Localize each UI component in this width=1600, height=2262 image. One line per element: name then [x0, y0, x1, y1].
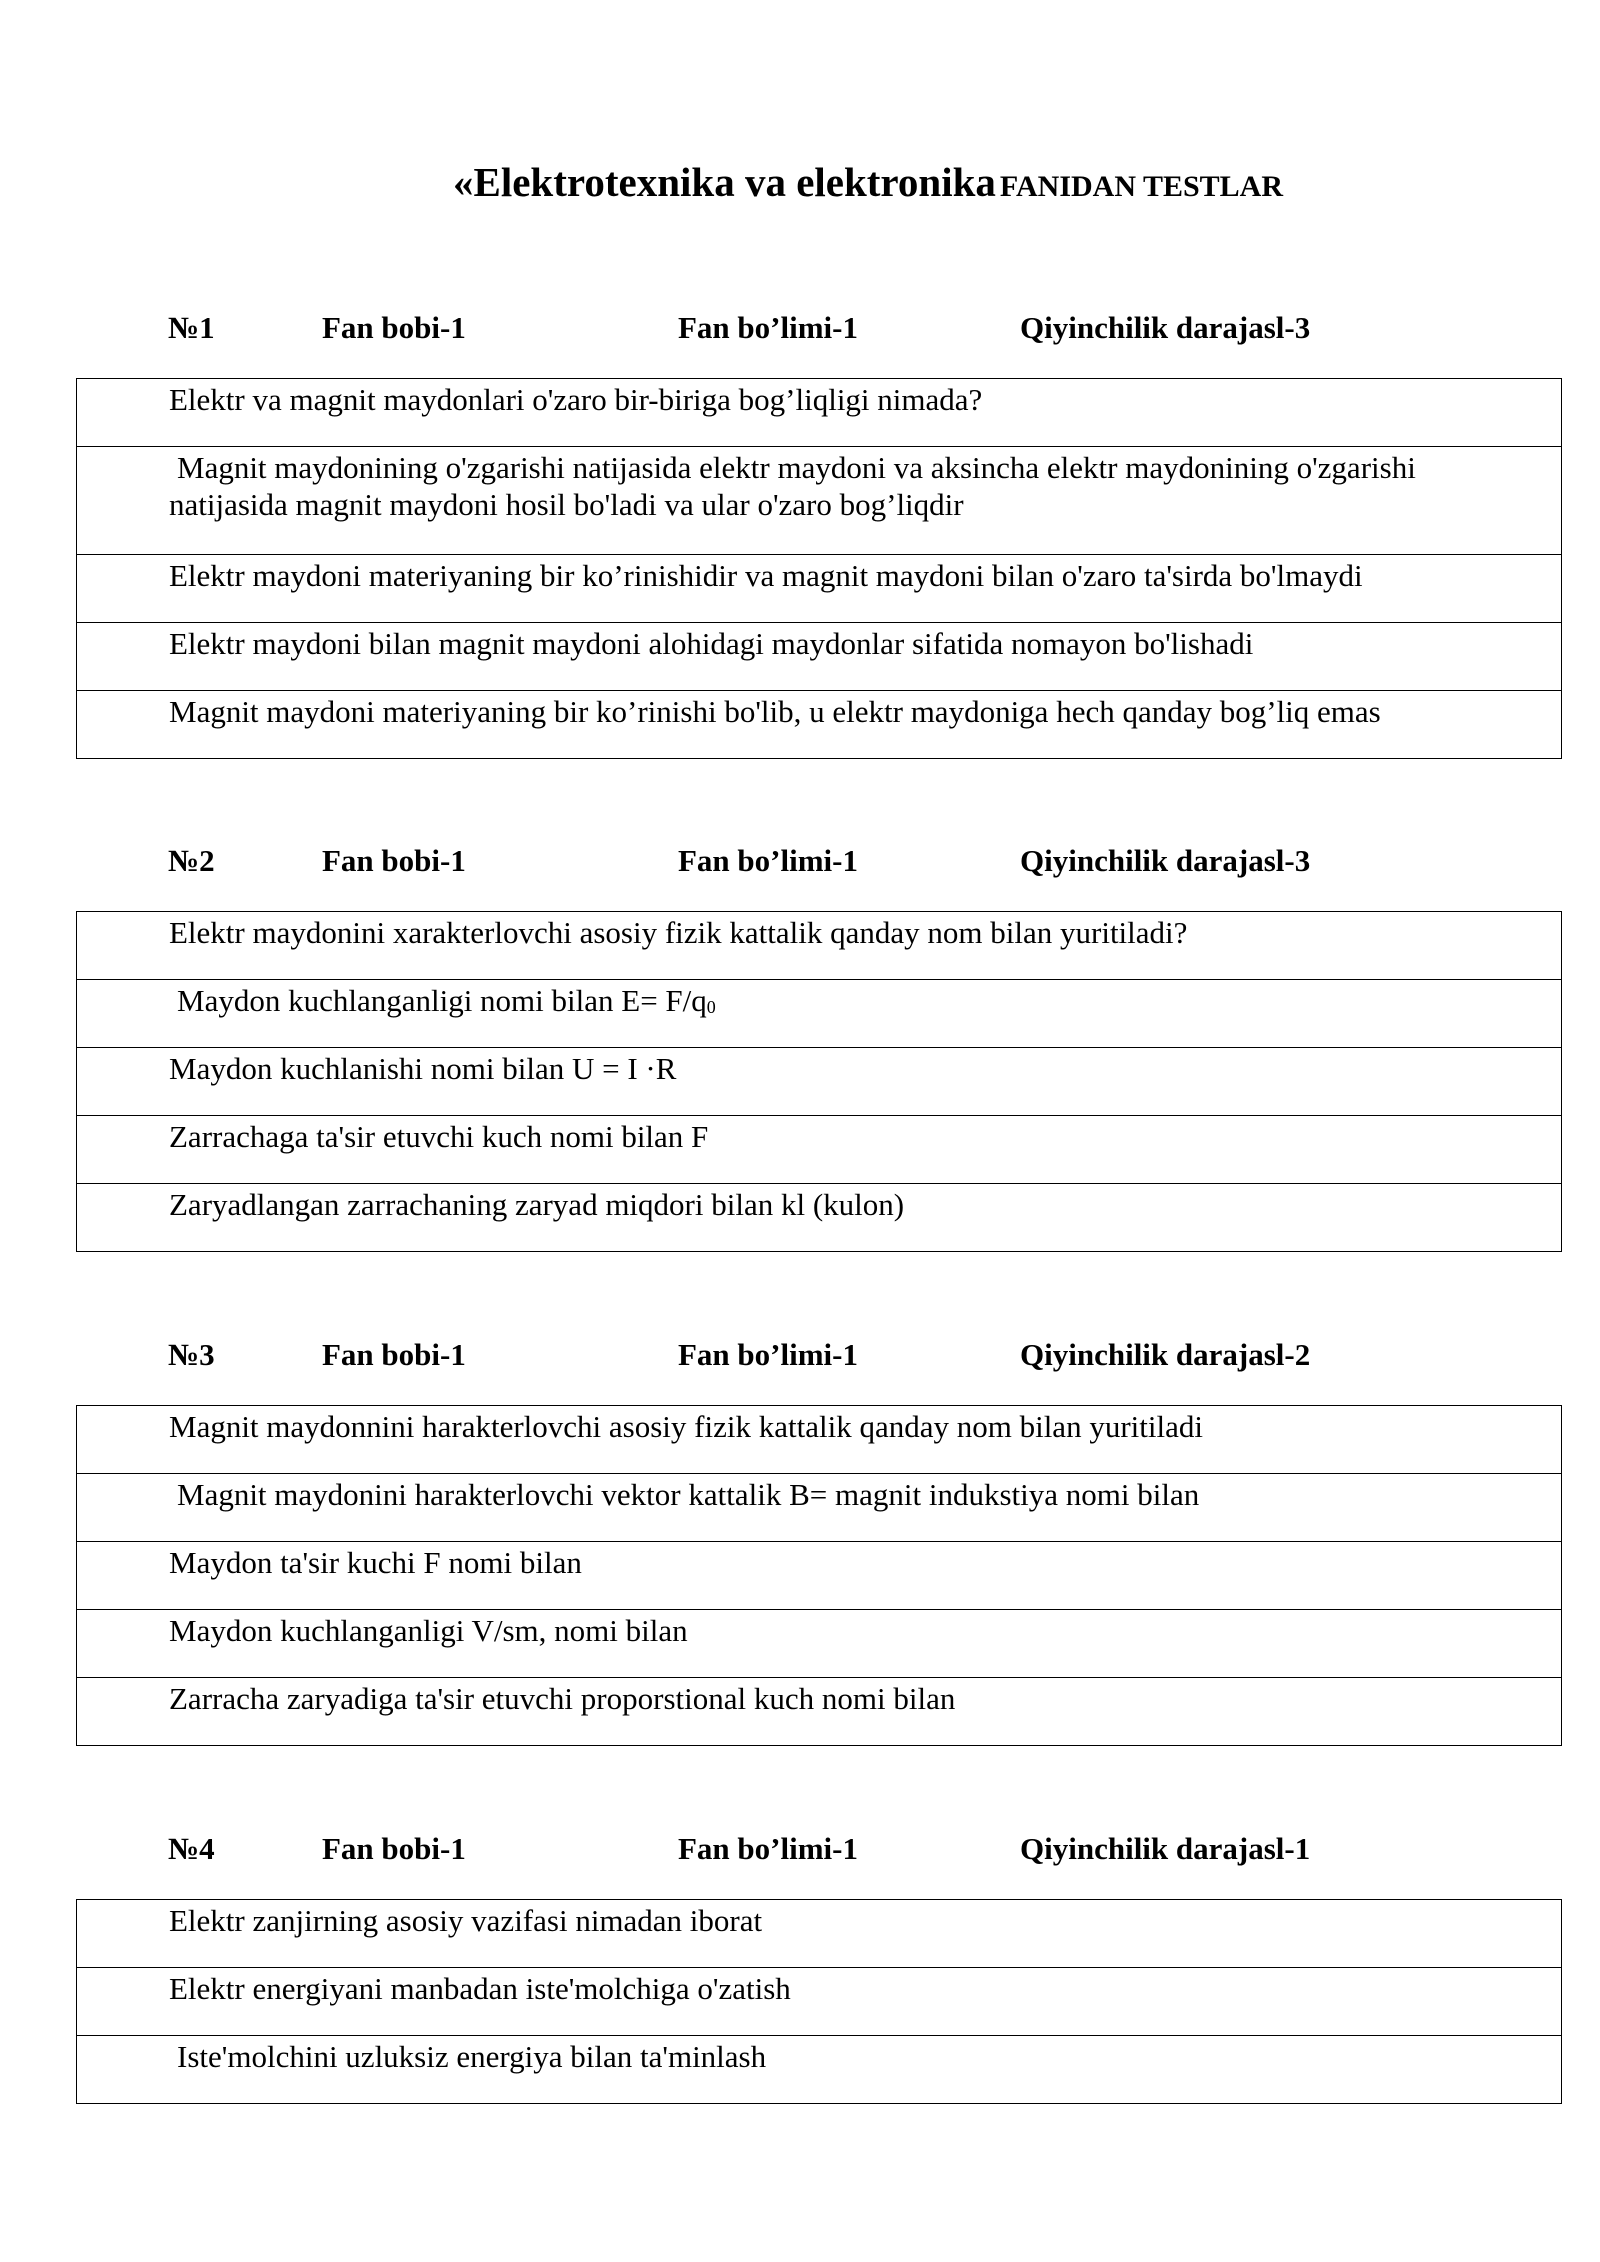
answer-row [77, 980, 1562, 1048]
question-row [77, 1900, 1562, 1968]
title-sub: FANIDAN TESTLAR [999, 170, 1284, 203]
answer-row [77, 1610, 1562, 1678]
question-block-2 [0, 843, 1600, 1222]
question-table [76, 1899, 1562, 2104]
question-text: Elektr maydonini xarakterlovchi asosiy fizik kattalik qanday nom bilan yuritiladi? [77, 912, 1562, 980]
answer-option: Maydon ta'sir kuchi F nomi bilan [77, 1542, 1562, 1610]
question-text: Elektr va magnit maydonlari o'zaro bir-biriga bog’liqligi nimada? [77, 379, 1562, 447]
answer-text: Magnit maydonining o'zgarishi natijasida elektr maydoni va aksincha elektr maydonining o'zgarishi natijasida magnit maydoni hosil bo'ladi va ular o'zaro bog’liqdir [169, 450, 1416, 522]
answer-row [77, 1184, 1562, 1252]
question-block-1 [0, 310, 1600, 729]
answer-row [77, 623, 1562, 691]
document-title [453, 158, 1283, 206]
answer-row [77, 2036, 1562, 2104]
question-text: Magnit maydonnini harakterlovchi asosiy fizik kattalik qanday nom bilan yuritiladi [77, 1406, 1562, 1474]
fan-bolimi: Fan bo’limi-1 [678, 310, 858, 345]
answer-row [77, 447, 1562, 555]
answer-option: Zarracha zaryadiga ta'sir etuvchi proporstional kuch nomi bilan [77, 1678, 1562, 1746]
answer-option: Maydon kuchlanishi nomi bilan U = I ·R [77, 1048, 1562, 1116]
fan-bobi: Fan bobi-1 [322, 1337, 466, 1372]
answer-option: Magnit maydoni materiyaning bir ko’rinishi bo'lib, u elektr maydoniga hech qanday bog’liq emas [77, 691, 1562, 759]
answer-row [77, 1968, 1562, 2036]
fan-bolimi: Fan bo’limi-1 [678, 843, 858, 878]
difficulty-level: Qiyinchilik darajasl-2 [1020, 1337, 1311, 1372]
answer-option [77, 2036, 1562, 2104]
answer-option: Zaryadlangan zarrachaning zaryad miqdori bilan kl (kulon) [77, 1184, 1562, 1252]
answer-row [77, 555, 1562, 623]
answer-row [77, 1542, 1562, 1610]
fan-bolimi: Fan bo’limi-1 [678, 1337, 858, 1372]
question-meta [0, 843, 1600, 883]
question-row [77, 912, 1562, 980]
question-number: №1 [168, 310, 215, 345]
question-number: №2 [168, 843, 215, 878]
fan-bolimi: Fan bo’limi-1 [678, 1831, 858, 1866]
answer-row [77, 1474, 1562, 1542]
answer-text: Magnit maydonini harakterlovchi vektor kattalik B= magnit indukstiya nomi bilan [177, 1477, 1200, 1512]
answer-option: Maydon kuchlanganligi V/sm, nomi bilan [77, 1610, 1562, 1678]
title-main: «Elektrotexnika va elektronika [453, 159, 996, 205]
answer-row [77, 691, 1562, 759]
question-text: Elektr zanjirning asosiy vazifasi nimadan iborat [77, 1900, 1562, 1968]
question-number: №3 [168, 1337, 215, 1372]
difficulty-level: Qiyinchilik darajasl-1 [1020, 1831, 1311, 1866]
question-number: №4 [168, 1831, 215, 1866]
answer-row [77, 1678, 1562, 1746]
question-block-4 [0, 1831, 1600, 2074]
question-meta [0, 1831, 1600, 1871]
question-table [76, 378, 1562, 759]
answer-option [77, 1474, 1562, 1542]
question-row [77, 1406, 1562, 1474]
answer-text: Maydon kuchlanganligi nomi bilan E= F/q [177, 983, 707, 1018]
answer-option [77, 447, 1562, 555]
answer-option [77, 980, 1562, 1048]
question-meta [0, 310, 1600, 350]
answer-row [77, 1048, 1562, 1116]
answer-option: Elektr energiyani manbadan iste'molchiga o'zatish [77, 1968, 1562, 2036]
subscript-zero: 0 [706, 997, 716, 1017]
question-table [76, 911, 1562, 1252]
answer-option: Elektr maydoni bilan magnit maydoni alohidagi maydonlar sifatida nomayon bo'lishadi [77, 623, 1562, 691]
fan-bobi: Fan bobi-1 [322, 843, 466, 878]
answer-row [77, 1116, 1562, 1184]
answer-option: Zarrachaga ta'sir etuvchi kuch nomi bilan F [77, 1116, 1562, 1184]
fan-bobi: Fan bobi-1 [322, 310, 466, 345]
question-block-3 [0, 1337, 1600, 1716]
difficulty-level: Qiyinchilik darajasl-3 [1020, 310, 1311, 345]
answer-text: Iste'molchini uzluksiz energiya bilan ta'minlash [177, 2039, 767, 2074]
answer-option: Elektr maydoni materiyaning bir ko’rinishidir va magnit maydoni bilan o'zaro ta'sirda bo'lmaydi [77, 555, 1562, 623]
question-table [76, 1405, 1562, 1746]
fan-bobi: Fan bobi-1 [322, 1831, 466, 1866]
question-row [77, 379, 1562, 447]
difficulty-level: Qiyinchilik darajasl-3 [1020, 843, 1311, 878]
question-meta [0, 1337, 1600, 1377]
